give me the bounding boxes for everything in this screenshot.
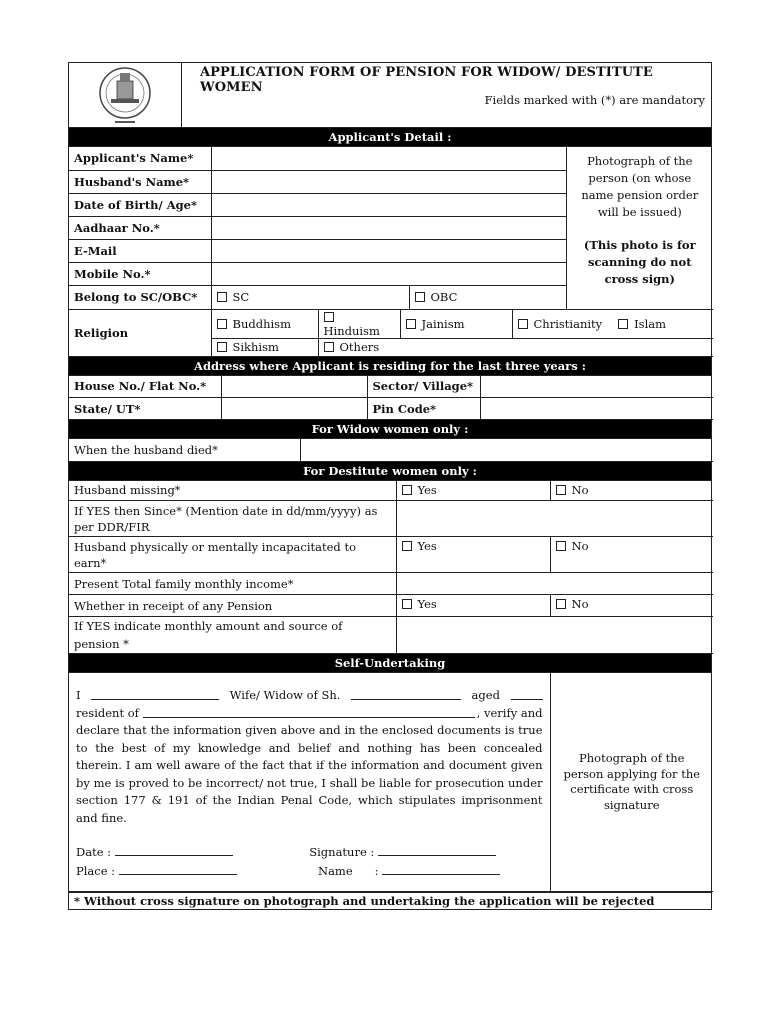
- photo-instructions: Photograph of the person (on whose name pension order will be issued): [581, 154, 699, 219]
- religion-table: [69, 310, 713, 357]
- state-field[interactable]: [221, 398, 367, 420]
- mobile-label: Mobile No.*: [69, 262, 211, 285]
- sector-field[interactable]: [480, 376, 713, 398]
- signed-photo-box[interactable]: [550, 673, 713, 892]
- religion-option-hinduism[interactable]: Hinduism: [318, 310, 400, 339]
- form-header: [69, 63, 711, 128]
- email-field[interactable]: [211, 239, 566, 262]
- widow-section-bar: For Widow women only :: [69, 420, 711, 439]
- residence-blank[interactable]: [143, 705, 475, 718]
- husband-missing-yes[interactable]: Yes: [396, 481, 550, 501]
- receiving-pension-yes[interactable]: Yes: [396, 595, 550, 617]
- checkbox-icon[interactable]: [406, 319, 416, 329]
- aadhaar-label: Aadhaar No.*: [69, 216, 211, 239]
- undertaking-line-2: resident of , verify and: [76, 705, 543, 720]
- checkbox-icon[interactable]: [217, 342, 227, 352]
- checkbox-icon[interactable]: [402, 599, 412, 609]
- applicant-name-blank[interactable]: [91, 687, 219, 700]
- house-field[interactable]: [221, 376, 367, 398]
- pin-label: Pin Code*: [367, 398, 480, 420]
- signature-blank[interactable]: [378, 843, 496, 856]
- dob-field[interactable]: [211, 193, 566, 216]
- logo-cell: [69, 63, 182, 127]
- applicant-table: [69, 147, 713, 310]
- husband-died-field[interactable]: [300, 439, 713, 461]
- place-name-row: Place : Name :: [76, 862, 543, 881]
- incapacitated-label: Husband physically or mentally incapacitated to earn*: [69, 537, 396, 573]
- family-income-label: Present Total family monthly income*: [69, 573, 396, 595]
- form-title: APPLICATION FORM OF PENSION FOR WIDOW/ DESTITUTE WOMEN: [200, 65, 653, 95]
- category-option-sc[interactable]: SC: [211, 285, 409, 309]
- aadhaar-field[interactable]: [211, 216, 566, 239]
- undertaking-table: [69, 673, 713, 892]
- footer-note: * Without cross signature on photograph and undertaking the application will be rejected: [69, 892, 711, 909]
- checkbox-icon[interactable]: [556, 485, 566, 495]
- signed-photo-instructions: Photograph of the person applying for the certificate with cross signature: [563, 751, 701, 812]
- date-blank[interactable]: [115, 843, 233, 856]
- dob-label: Date of Birth/ Age*: [69, 193, 211, 216]
- category-option-obc[interactable]: OBC: [409, 285, 566, 309]
- address-section-bar: Address where Applicant is residing for the last three years :: [69, 357, 711, 376]
- name-blank[interactable]: [382, 862, 500, 875]
- destitute-section-bar: For Destitute women only :: [69, 462, 711, 481]
- husband-missing-label: Husband missing*: [69, 481, 396, 501]
- checkbox-icon[interactable]: [402, 541, 412, 551]
- mobile-field[interactable]: [211, 262, 566, 285]
- applicant-photo-box[interactable]: [566, 147, 713, 309]
- missing-since-label: If YES then Since* (Mention date in dd/mm/yyyy) as per DDR/FIR: [69, 501, 396, 537]
- missing-since-field[interactable]: [396, 501, 713, 537]
- undertaking-text: [69, 673, 550, 892]
- religion-option-others[interactable]: Others: [318, 338, 713, 356]
- checkbox-icon[interactable]: [618, 319, 628, 329]
- religion-options-christianity-islam[interactable]: Christianity Islam: [512, 310, 713, 339]
- incapacitated-yes[interactable]: Yes: [396, 537, 550, 573]
- pension-amount-label: If YES indicate monthly amount and source of pension *: [69, 617, 396, 654]
- email-label: E-Mail: [69, 239, 211, 262]
- house-label: House No./ Flat No.*: [69, 376, 221, 398]
- destitute-table: [69, 481, 713, 655]
- receiving-pension-label: Whether in receipt of any Pension: [69, 595, 396, 617]
- checkbox-icon[interactable]: [324, 312, 334, 322]
- application-form: [68, 62, 712, 910]
- age-blank[interactable]: [511, 687, 543, 700]
- checkbox-icon[interactable]: [556, 599, 566, 609]
- incapacitated-no[interactable]: No: [550, 537, 713, 573]
- checkbox-icon[interactable]: [415, 292, 425, 302]
- undertaking-line-1: I Wife/ Widow of Sh. aged: [76, 687, 543, 705]
- religion-option-sikhism[interactable]: Sikhism: [211, 338, 318, 356]
- undertaking-declaration: declare that the information given above and in the enclosed documents is true to the best of my knowledge and belief and nothing has been concealed therein. I am well aware of the fact that if the information and document given by me is proved to be incorrect/ not true, I shall be liable for prosecution under section 177 & 191 of the Indian Penal Code, which stipulates imprisonment and fine.: [76, 723, 543, 825]
- husband-missing-no[interactable]: No: [550, 481, 713, 501]
- husband-name-blank[interactable]: [351, 687, 461, 700]
- mandatory-note: Fields marked with (*) are mandatory: [484, 93, 705, 107]
- religion-label: Religion: [69, 310, 211, 357]
- checkbox-icon[interactable]: [217, 319, 227, 329]
- religion-option-buddhism[interactable]: Buddhism: [211, 310, 318, 339]
- applicant-name-field[interactable]: [211, 147, 566, 170]
- family-income-field[interactable]: [396, 573, 713, 595]
- checkbox-icon[interactable]: [556, 541, 566, 551]
- date-signature-row: Date : Signature :: [76, 843, 543, 862]
- category-label: Belong to SC/OBC*: [69, 285, 211, 309]
- undertaking-section-bar: Self-Undertaking: [69, 654, 711, 673]
- photo-note: (This photo is for scanning do not cross sign): [583, 238, 696, 286]
- husband-died-label: When the husband died*: [69, 439, 300, 461]
- pin-field[interactable]: [480, 398, 713, 420]
- sector-label: Sector/ Village*: [367, 376, 480, 398]
- checkbox-icon[interactable]: [402, 485, 412, 495]
- widow-table: [69, 439, 713, 462]
- checkbox-icon[interactable]: [324, 342, 334, 352]
- title-cell: [182, 63, 711, 127]
- address-table: [69, 376, 713, 421]
- state-label: State/ UT*: [69, 398, 221, 420]
- husband-name-label: Husband's Name*: [69, 170, 211, 193]
- applicant-section-bar: Applicant's Detail :: [69, 128, 711, 147]
- checkbox-icon[interactable]: [217, 292, 227, 302]
- emblem-logo-icon: [89, 65, 161, 125]
- applicant-name-label: Applicant's Name*: [69, 147, 211, 170]
- husband-name-field[interactable]: [211, 170, 566, 193]
- religion-option-jainism[interactable]: Jainism: [400, 310, 512, 339]
- receiving-pension-no[interactable]: No: [550, 595, 713, 617]
- checkbox-icon[interactable]: [518, 319, 528, 329]
- pension-amount-field[interactable]: [396, 617, 713, 654]
- place-blank[interactable]: [119, 862, 237, 875]
